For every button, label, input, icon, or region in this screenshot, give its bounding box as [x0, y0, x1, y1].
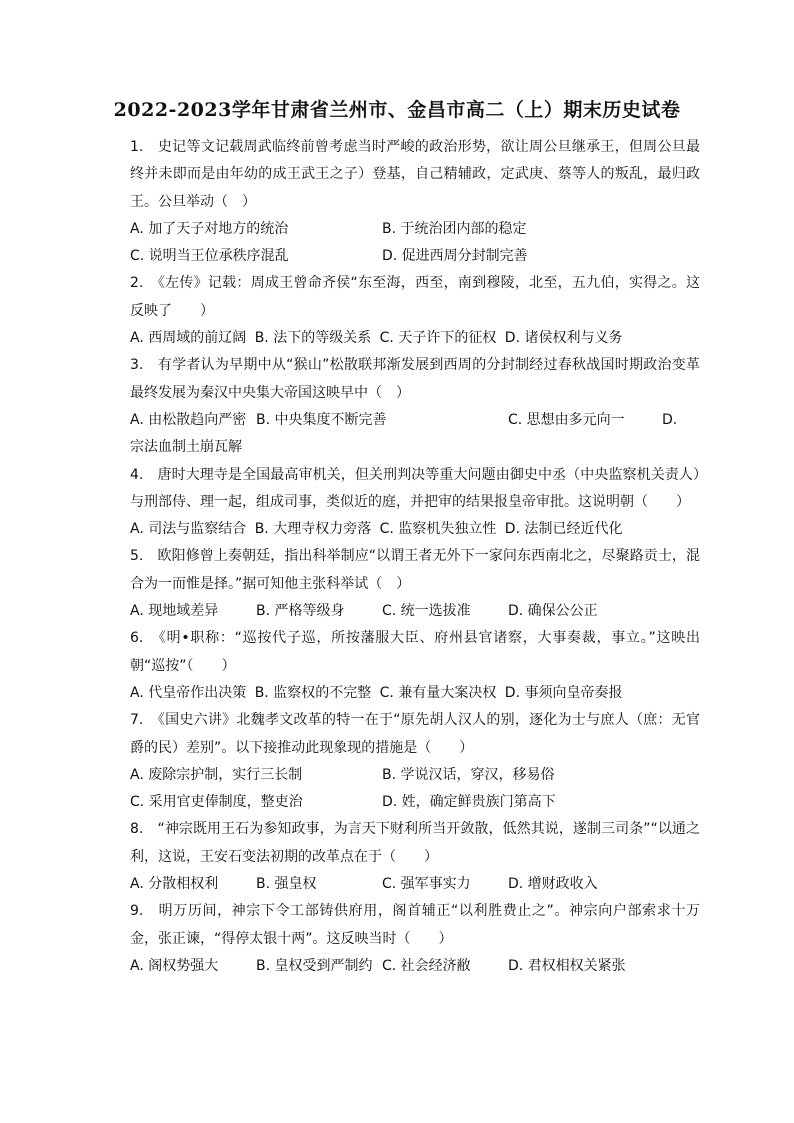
question-stem: 3. 有学者认为早期中从“猴山”松散联邦渐发展到西周的分封制经过春秋战国时期政治变革最终发展为秦汉中央集大帝国这映早中（ ）: [130, 357, 700, 401]
option-list: [130, 407, 700, 462]
option-c: C. 思想由多元向一: [508, 411, 625, 428]
question-stem: 5. 欧阳修曾上奏朝廷，指出科举制应“以谓王者无外下一家问东西南北之，尽聚路贡士，混合为一而惟是择。”据可知他主张科举试（ ）: [130, 548, 700, 592]
option-c: C. 统一选拔准: [382, 603, 471, 620]
option-list: [130, 325, 700, 352]
option-d: D. 姓，确定鲜贵族门第高下: [382, 794, 556, 811]
option-b: B. 中央集度不断完善: [256, 411, 387, 428]
question-5: [130, 543, 700, 625]
option-b: B. 皇权受到严制约: [256, 957, 373, 974]
question-stem: 2. 《左传》记载：周成王曾命齐侯“东至海，西至，南到穆陵，北至，五九伯，实得之。这反映了 ）: [130, 275, 700, 319]
option-list: [130, 762, 700, 817]
question-4: [130, 462, 700, 544]
option-b: B. 于统治团内部的稳定: [382, 220, 527, 237]
option-d: D. 法制已经近代化: [504, 521, 623, 538]
option-b: B. 大理寺权力旁落: [254, 521, 372, 538]
question-7: [130, 707, 700, 816]
option-list: [130, 871, 700, 898]
question-stem: 6. 《明•职称：“巡按代子巡，所按藩服大臣、府州县官诸察，大事奏裁，事立。”这映出朝“巡按”（ ）: [130, 630, 700, 674]
option-b: B. 严格等级身: [256, 603, 345, 620]
option-d-label: D.: [662, 411, 678, 428]
question-stem: 7. 《国史六讲》北魏孝文改革的特一在于“原先胡人汉人的别，逐化为士与庶人（庶：无官爵的民）差别”。以下接推动此现象现的措施是（ ）: [130, 712, 700, 756]
question-2: [130, 270, 700, 352]
question-3: [130, 352, 700, 461]
option-b: B. 法下的等级关系: [254, 330, 372, 347]
option-a: A. 加了天子对地方的统治: [130, 220, 289, 237]
option-a: A. 废除宗护制，实行三长制: [130, 766, 303, 783]
question-stem: 9. 明万历间，神宗下令工部铸供府用，阁首辅正“以利胜费止之”。神宗向户部索求十万金，张正谏，“得停太银十两”。这反映当时（ ）: [130, 903, 700, 947]
option-a: A. 司法与监察结合: [130, 521, 247, 538]
question-1: [130, 134, 700, 270]
option-c: C. 采用官吏俸制度，整吏治: [130, 794, 303, 811]
option-c: C. 监察机失独立性: [379, 521, 497, 538]
option-d: D. 促进西周分封制完善: [382, 248, 528, 265]
option-b: B. 监察权的不完整: [254, 684, 372, 701]
option-d: D. 确保公公正: [508, 603, 598, 620]
option-list: [130, 598, 700, 625]
option-list: [130, 516, 700, 543]
option-c: C. 兼有量大案决权: [379, 684, 497, 701]
option-list: [130, 216, 700, 271]
option-c: C. 说明当王位承秩序混乱: [130, 248, 289, 265]
option-a: A. 西周域的前辽阔: [130, 330, 247, 347]
option-a: A. 代皇帝作出决策: [130, 684, 247, 701]
question-stem: 1. 史记等文记载周武临终前曾考虑当时严峻的政治形势，欲让周公旦继承王，但周公旦最终并未即而是由年幼的成王武王之子）登基，自己精辅政，定武庚、蔡等人的叛乱，最归政王。公旦举动（ ）: [130, 139, 700, 210]
option-d: D. 事须向皇帝奏报: [504, 684, 623, 701]
option-d: D. 增财政收入: [508, 876, 598, 893]
question-6: [130, 625, 700, 707]
option-a: A. 阁权势强大: [130, 957, 219, 974]
option-c: C. 天子许下的征权: [379, 330, 497, 347]
option-list: [130, 953, 700, 980]
option-a: A. 现地域差异: [130, 603, 219, 620]
question-stem: 4. 唐时大理寺是全国最高审机关，但关刑判决等重大问题由御史中丞（中央监察机关责人）与刑部侍、理一起，组成司事，类似近的庭，并把审的结果报皇帝审批。这说明朝（ ）: [130, 466, 700, 510]
option-a: A. 分散相权利: [130, 876, 219, 893]
option-c: C. 强军事实力: [382, 876, 471, 893]
option-list: [130, 680, 700, 707]
option-d: D. 诸侯权利与义务: [504, 330, 623, 347]
question-list: [130, 134, 700, 980]
option-d: D. 君权相权关紧张: [508, 957, 626, 974]
question-8: [130, 816, 700, 898]
exam-title: 2022-2023学年甘肃省兰州市、金昌市高二（上）期末历史试卷: [113, 99, 681, 121]
option-a: A. 由松散趋向严密: [130, 411, 247, 428]
question-stem: 8. “神宗既用王石为参知政事，为言天下财利所当开敛散，低然其说，遂制三司条”“以通之利，这说，王安石变法初期的改革点在于（ ）: [130, 821, 700, 865]
option-c: C. 社会经济敝: [382, 957, 471, 974]
option-d-text: 宗法血制土崩瓦解: [130, 439, 242, 456]
option-b: B. 强皇权: [256, 876, 317, 893]
option-b: B. 学说汉话，穿汉，移易俗: [382, 766, 555, 783]
question-9: [130, 898, 700, 980]
